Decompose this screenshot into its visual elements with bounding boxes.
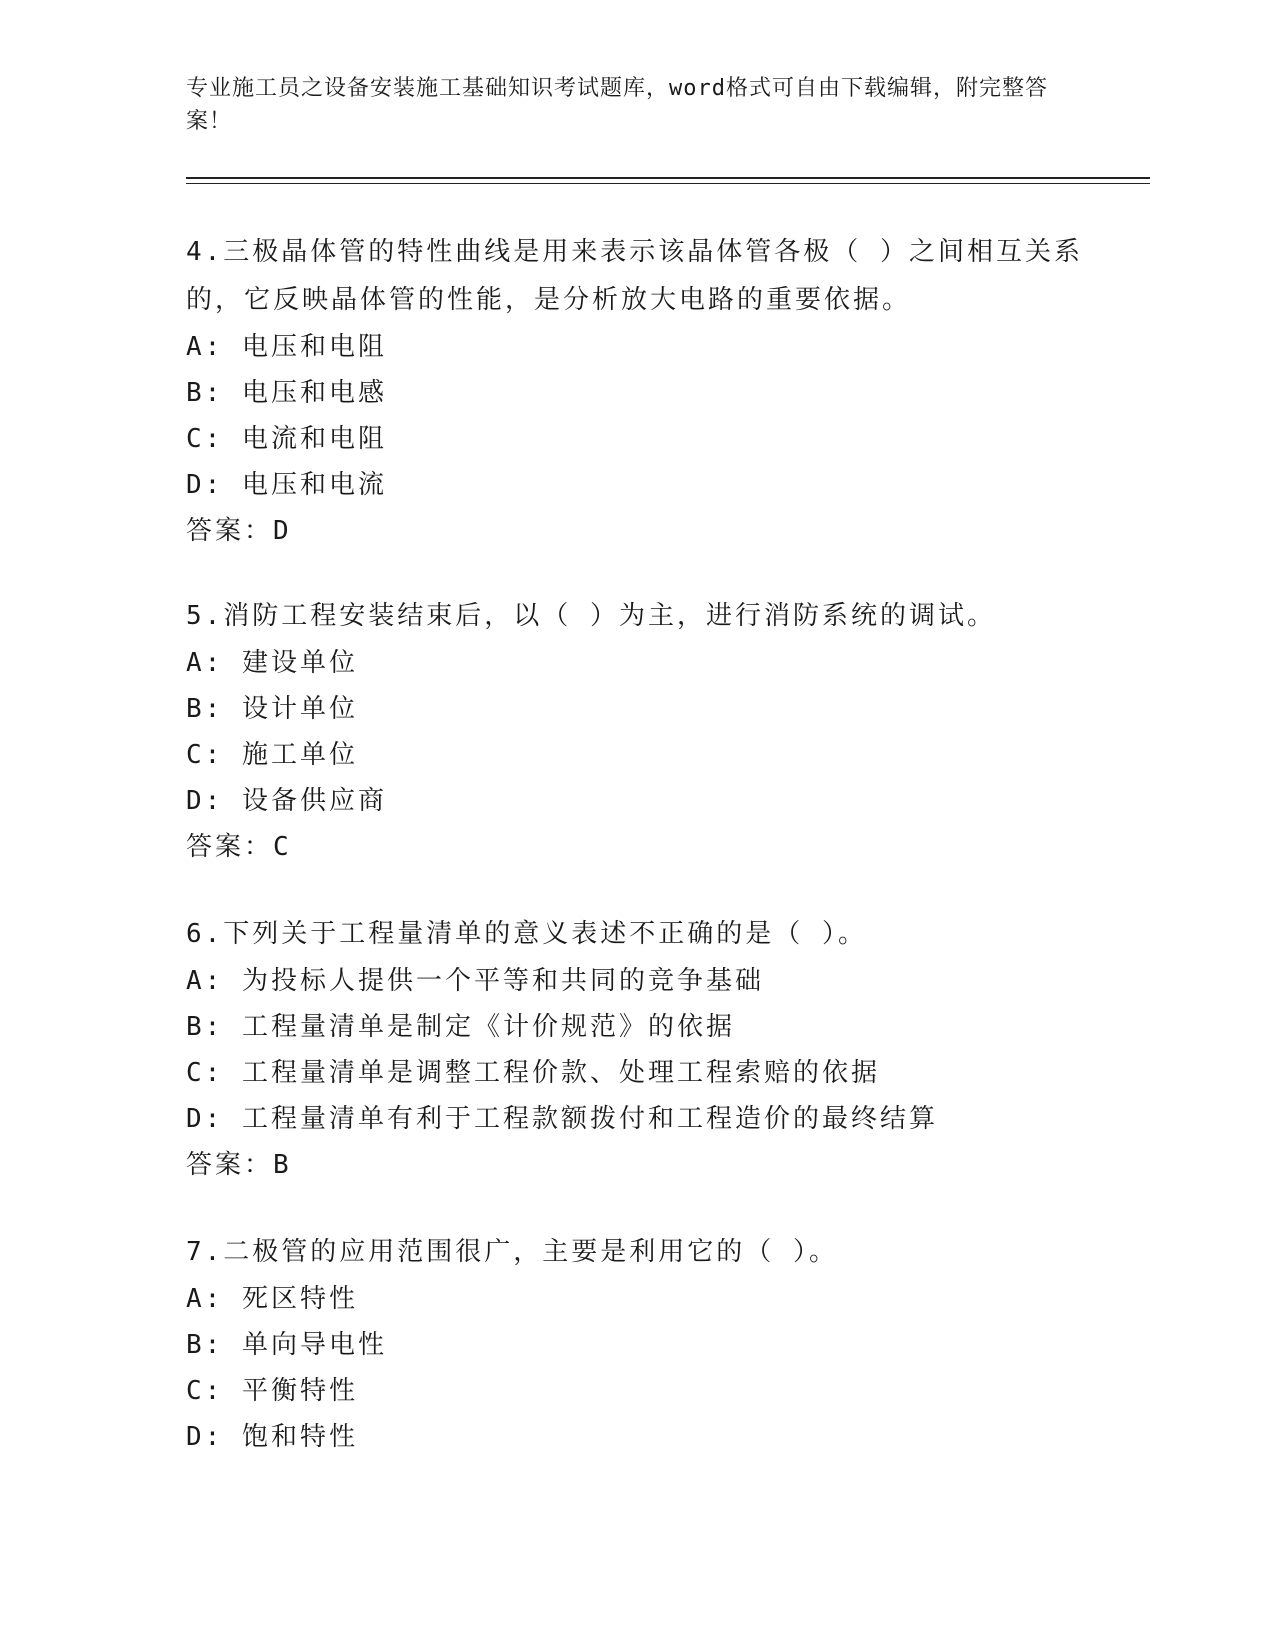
option-key: C: (186, 740, 224, 770)
answer-line (186, 508, 1086, 554)
question-stem: 7.二极管的应用范围很广，主要是利用它的（ ）。 (186, 1237, 838, 1267)
question-6 (186, 910, 1086, 1188)
option-text: 电流和电阻 (241, 424, 387, 454)
option-key: D: (186, 470, 224, 500)
option-text: 电压和电流 (241, 470, 387, 500)
option-key: A: (186, 332, 224, 362)
answer-label: 答案： (186, 1150, 274, 1180)
answer-line (186, 824, 1086, 870)
option-c (186, 416, 1086, 462)
answer-label: 答案： (186, 832, 274, 862)
option-b (186, 370, 1086, 416)
option-text: 饱和特性 (241, 1422, 358, 1452)
option-key: C: (186, 1058, 224, 1088)
option-text: 工程量清单是调整工程价款、处理工程索赔的依据 (241, 1058, 880, 1088)
option-c (186, 1050, 1086, 1096)
option-d (186, 462, 1086, 508)
option-a (186, 324, 1086, 370)
answer-value: C (273, 832, 292, 862)
option-text: 为投标人提供一个平等和共同的竞争基础 (241, 966, 764, 996)
option-key: B: (186, 1330, 224, 1360)
option-text: 电压和电感 (241, 378, 387, 408)
option-key: A: (186, 1284, 224, 1314)
question-5 (186, 592, 1086, 870)
option-b (186, 1322, 1086, 1368)
document-header: 专业施工员之设备安装施工基础知识考试题库，word格式可自由下载编辑，附完整答案！ (186, 76, 1048, 134)
option-key: C: (186, 424, 224, 454)
question-stem: 5.消防工程安装结束后，以（ ）为主，进行消防系统的调试。 (186, 601, 996, 631)
option-text: 施工单位 (241, 740, 358, 770)
option-text: 电压和电阻 (241, 332, 387, 362)
option-text: 设备供应商 (241, 786, 387, 816)
option-key: B: (186, 694, 224, 724)
question-7 (186, 1228, 1086, 1460)
option-a (186, 1276, 1086, 1322)
option-text: 平衡特性 (241, 1376, 358, 1406)
option-c (186, 732, 1086, 778)
option-a (186, 958, 1086, 1004)
option-key: D: (186, 1422, 224, 1452)
answer-line (186, 1142, 1086, 1188)
question-stem: 4.三极晶体管的特性曲线是用来表示该晶体管各极（ ）之间相互关系的，它反映晶体管的性能，是分析放大电路的重要依据。 (186, 237, 1083, 315)
answer-value: B (273, 1150, 292, 1180)
option-b (186, 1004, 1086, 1050)
header-divider-thin (186, 183, 1150, 184)
option-key: A: (186, 966, 224, 996)
option-text: 设计单位 (241, 694, 358, 724)
option-text: 单向导电性 (241, 1330, 387, 1360)
option-d (186, 778, 1086, 824)
option-key: C: (186, 1376, 224, 1406)
option-key: B: (186, 378, 224, 408)
option-a (186, 640, 1086, 686)
option-text: 建设单位 (241, 648, 358, 678)
option-c (186, 1368, 1086, 1414)
question-4 (186, 228, 1086, 554)
option-d (186, 1096, 1086, 1142)
question-stem: 6.下列关于工程量清单的意义表述不正确的是（ ）。 (186, 919, 867, 949)
option-d (186, 1414, 1086, 1460)
option-key: D: (186, 786, 224, 816)
answer-value: D (273, 516, 292, 546)
option-b (186, 686, 1086, 732)
option-text: 死区特性 (241, 1284, 358, 1314)
option-text: 工程量清单有利于工程款额拨付和工程造价的最终结算 (241, 1104, 938, 1134)
option-key: A: (186, 648, 224, 678)
header-divider-thick (186, 177, 1150, 179)
option-key: D: (186, 1104, 224, 1134)
answer-label: 答案： (186, 516, 274, 546)
option-text: 工程量清单是制定《计价规范》的依据 (241, 1012, 735, 1042)
option-key: B: (186, 1012, 224, 1042)
